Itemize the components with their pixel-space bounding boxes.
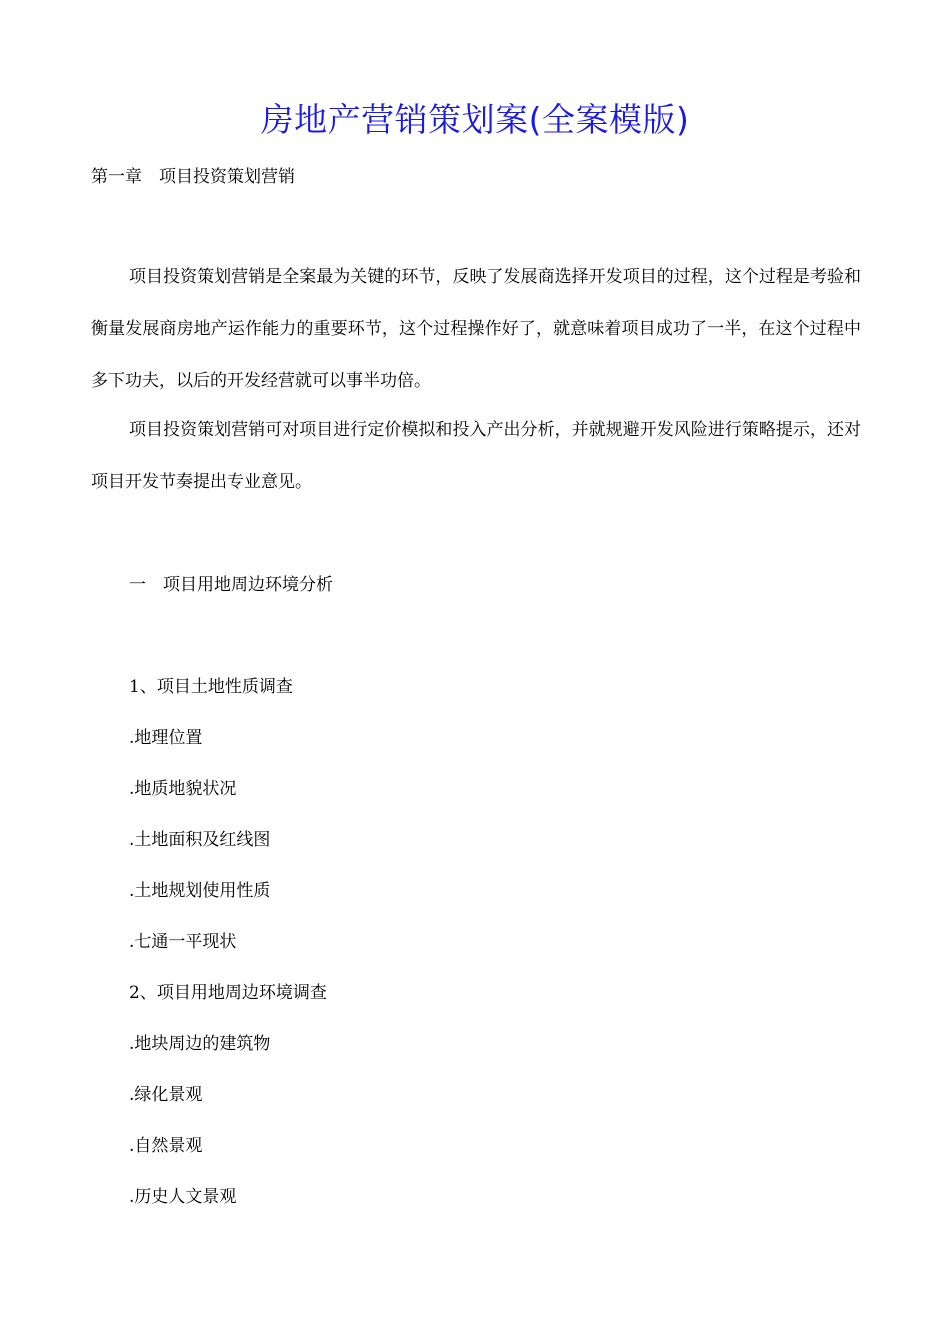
list-item: .自然景观 [129, 1136, 203, 1156]
chapter-heading: 第一章 项目投资策划营销 [91, 167, 295, 187]
subsection-heading: 2、项目用地周边环境调查 [129, 983, 327, 1003]
list-item: .土地面积及红线图 [129, 830, 271, 850]
subsection-heading: 1、项目土地性质调查 [129, 677, 293, 697]
list-item: .绿化景观 [129, 1085, 203, 1105]
section-heading: 一 项目用地周边环境分析 [129, 575, 333, 595]
list-item: .地质地貌状况 [129, 779, 237, 799]
list-item: .地块周边的建筑物 [129, 1034, 271, 1054]
body-paragraph: 项目投资策划营销是全案最为关键的环节，反映了发展商选择开发项目的过程，这个过程是考验和衡量发展商房地产运作能力的重要环节，这个过程操作好了，就意味着项目成功了一半，在这个过程中多下功夫，以后的开发经营就可以事半功倍。 [91, 267, 861, 391]
list-item: .土地规划使用性质 [129, 881, 271, 901]
list-item: .地理位置 [129, 728, 203, 748]
list-item: .七通一平现状 [129, 932, 237, 952]
body-paragraph: 项目投资策划营销可对项目进行定价模拟和投入产出分析，并就规避开发风险进行策略提示，还对项目开发节奏提出专业意见。 [91, 420, 861, 492]
document-title: 房地产营销策划案(全案模版) [260, 100, 690, 139]
list-item: .历史人文景观 [129, 1187, 237, 1207]
